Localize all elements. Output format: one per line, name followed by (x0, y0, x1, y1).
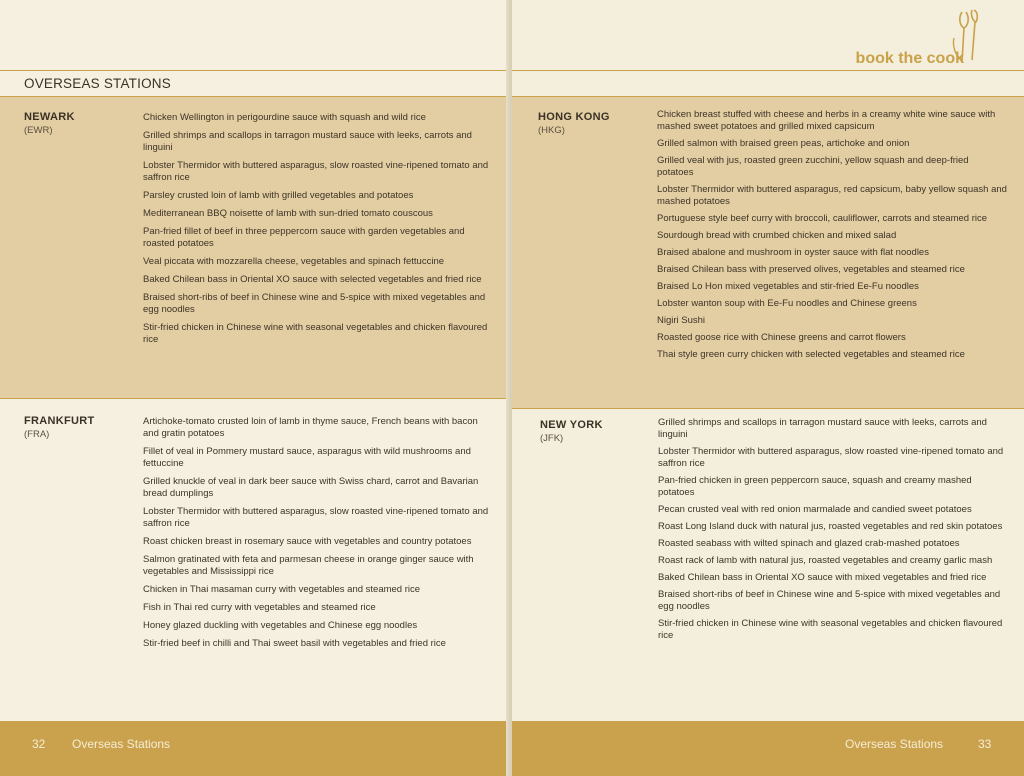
section-title: OVERSEAS STATIONS (24, 76, 171, 91)
menu-item: Braised abalone and mushroom in oyster sauce with flat noodles (657, 247, 929, 258)
footer-label: Overseas Stations (72, 737, 171, 751)
menu-item: Lobster Thermidor with buttered asparagus, slow roasted vine-ripened tomato and saffron rice (143, 506, 489, 529)
band-divider (512, 96, 1024, 97)
menu-item: Pan-fried chicken in green peppercorn sauce, squash and creamy mashed potatoes (658, 475, 972, 498)
header-rule (0, 70, 510, 71)
menu-item: Portuguese style beef curry with broccoli, cauliflower, carrots and steamed rice (657, 213, 988, 224)
station-city: NEW YORK (540, 419, 603, 431)
station-city: NEWARK (24, 111, 75, 123)
menu-item: Roasted goose rice with Chinese greens and carrot flowers (657, 332, 906, 343)
menu-item: Honey glazed duckling with vegetables and Chinese egg noodles (143, 620, 418, 631)
menu-item: Fillet of veal in Pommery mustard sauce, asparagus with wild mushrooms and fettuccine (143, 446, 471, 469)
menu-item: Grilled knuckle of veal in dark beer sauce with Swiss chard, carrot and Bavarian bread dumplings (143, 476, 479, 499)
menu-item: Fish in Thai red curry with vegetables and steamed rice (143, 602, 376, 613)
station-code: (JFK) (540, 433, 564, 444)
menu-item: Sourdough bread with crumbed chicken and mixed salad (657, 230, 897, 241)
menu-item: Stir-fried chicken in Chinese wine with seasonal vegetables and chicken flavoured rice (658, 618, 1003, 641)
left-page (0, 0, 510, 776)
page-footer (0, 721, 510, 776)
menu-list (143, 112, 493, 352)
band-divider (0, 398, 510, 399)
menu-item: Parsley crusted loin of lamb with grilled vegetables and potatoes (143, 190, 414, 201)
menu-list (657, 109, 1007, 366)
menu-item: Roast Long Island duck with natural jus, roasted vegetables and red skin potatoes (658, 521, 1003, 532)
menu-item: Grilled veal with jus, roasted green zucchini, yellow squash and deep-fried potatoes (657, 155, 969, 178)
menu-item: Thai style green curry chicken with selected vegetables and steamed rice (657, 349, 965, 360)
menu-item: Roasted seabass with wilted spinach and glazed crab-mashed potatoes (658, 538, 960, 549)
menu-item: Braised short-ribs of beef in Chinese wine and 5-spice with mixed vegetables and egg noodles (658, 589, 1001, 612)
page-number: 32 (32, 737, 46, 751)
menu-item: Grilled shrimps and scallops in tarragon mustard sauce with leeks, carrots and linguini (658, 417, 987, 440)
page-footer (512, 721, 1024, 776)
station-code: (HKG) (538, 125, 565, 136)
station-city: HONG KONG (538, 111, 610, 123)
menu-item: Roast rack of lamb with natural jus, roasted vegetables and creamy garlic mash (658, 555, 993, 566)
menu-item: Mediterranean BBQ noisette of lamb with sun-dried tomato couscous (143, 208, 433, 219)
menu-item: Pan-fried fillet of beef in three peppercorn sauce with garden vegetables and roasted potatoes (143, 226, 465, 249)
station-code: (EWR) (24, 125, 53, 136)
footer-label: Overseas Stations (845, 737, 944, 751)
header-rule (512, 70, 1024, 71)
menu-item: Stir-fried chicken in Chinese wine with seasonal vegetables and chicken flavoured rice (143, 322, 488, 345)
menu-item: Lobster wanton soup with Ee-Fu noodles and Chinese greens (657, 298, 917, 309)
menu-item: Pecan crusted veal with red onion marmalade and candied sweet potatoes (658, 504, 972, 515)
right-page (512, 0, 1024, 776)
menu-item: Chicken in Thai masaman curry with vegetables and steamed rice (143, 584, 421, 595)
menu-item: Braised short-ribs of beef in Chinese wine and 5-spice with mixed vegetables and egg noodles (143, 292, 486, 315)
menu-item: Grilled shrimps and scallops in tarragon mustard sauce with leeks, carrots and linguini (143, 130, 472, 153)
menu-item: Salmon gratinated with feta and parmesan cheese in orange ginger sauce with vegetables and Mississippi rice (143, 554, 474, 577)
menu-item: Braised Lo Hon mixed vegetables and stir-fried Ee-Fu noodles (657, 281, 919, 292)
menu-item: Braised Chilean bass with preserved olives, vegetables and steamed rice (657, 264, 965, 275)
menu-item: Veal piccata with mozzarella cheese, vegetables and spinach fettuccine (143, 256, 445, 267)
page-number: 33 (978, 737, 992, 751)
menu-item: Lobster Thermidor with buttered asparagus, red capsicum, baby yellow squash and mashed potatoes (657, 184, 1007, 207)
menu-item: Baked Chilean bass in Oriental XO sauce with mixed vegetables and fried rice (658, 572, 987, 583)
menu-item: Roast chicken breast in rosemary sauce with vegetables and country potatoes (143, 536, 472, 547)
menu-item: Chicken Wellington in perigourdine sauce with squash and wild rice (143, 112, 426, 123)
menu-item: Chicken breast stuffed with cheese and herbs in a creamy white wine sauce with mashed sweet potatoes and grilled mixed capsicum (657, 109, 996, 132)
brand-name: book the cook (855, 50, 964, 67)
menu-list (658, 417, 1008, 647)
menu-item: Artichoke-tomato crusted loin of lamb in thyme sauce, French beans with bacon and gratin potatoes (143, 416, 478, 439)
menu-item: Lobster Thermidor with buttered asparagus, slow roasted vine-ripened tomato and saffron rice (143, 160, 489, 183)
station-city: FRANKFURT (24, 415, 95, 427)
menu-item: Grilled salmon with braised green peas, artichoke and onion (657, 138, 910, 149)
menu-item: Nigiri Sushi (657, 315, 706, 326)
station-code: (FRA) (24, 429, 50, 440)
band-divider (512, 408, 1024, 409)
band-divider (0, 96, 510, 97)
menu-list (143, 416, 493, 656)
menu-item: Baked Chilean bass in Oriental XO sauce with selected vegetables and fried rice (143, 274, 482, 285)
menu-item: Stir-fried beef in chilli and Thai sweet basil with vegetables and fried rice (143, 638, 446, 649)
menu-item: Lobster Thermidor with buttered asparagus, slow roasted vine-ripened tomato and saffron rice (658, 446, 1004, 469)
